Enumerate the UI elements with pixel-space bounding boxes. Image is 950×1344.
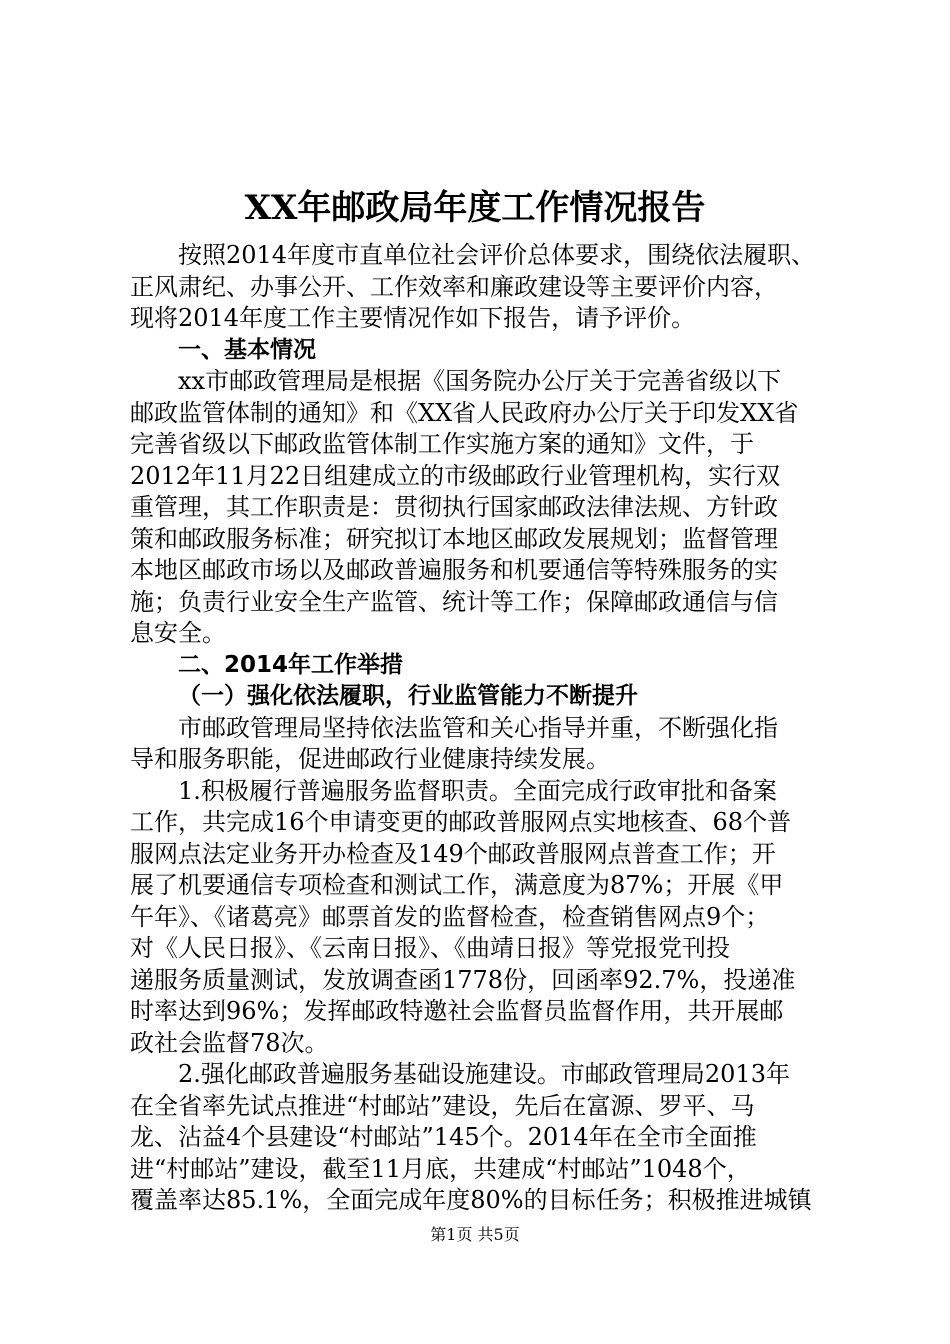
page-footer: 第1页 共5页 — [430, 1225, 520, 1244]
paragraph-line: 2012年11月22日组建成立的市级邮政行业管理机构，实行双 — [130, 461, 781, 490]
paragraph-line: 现将2014年度工作主要情况作如下报告，请予评价。 — [130, 304, 696, 332]
paragraph-line: 递服务质量测试，发放调查函1778份，回函率92.7%，投递准 — [130, 965, 796, 994]
paragraph-line: 本地区邮政市场以及邮政普遍服务和机要通信等特殊服务的实 — [130, 556, 778, 584]
paragraph-line: 对《人民日报》、《云南日报》、《曲靖日报》等党报党刊投 — [130, 934, 730, 962]
paragraph-line: 重管理，其工作职责是：贯彻执行国家邮政法律法规、方针政 — [130, 493, 778, 521]
paragraph-line: 正风肃纪、办事公开、工作效率和廉政建设等主要评价内容， — [130, 272, 778, 301]
paragraph-line: 息安全。 — [130, 619, 226, 647]
paragraph-line: 策和邮政服务标准；研究拟订本地区邮政发展规划；监督管理 — [130, 524, 778, 553]
paragraph-line: 龙、沾益4个县建设“村邮站”145个。2014年在全市全面推 — [130, 1123, 757, 1151]
paragraph-line: 工作，共完成16个申请变更的邮政普服网点实地核查、68个普 — [130, 808, 792, 836]
section-heading: 二、2014年工作举措 — [178, 651, 404, 678]
paragraph-line: 政社会监督78次。 — [130, 1028, 329, 1057]
section-heading: （一）强化依法履职，行业监管能力不断提升 — [178, 683, 638, 709]
paragraph-line: 覆盖率达85.1%，全面完成年度80%的目标任务；积极推进城镇 — [130, 1186, 812, 1214]
document-body — [130, 240, 830, 1217]
section-heading: 一、基本情况 — [178, 336, 316, 363]
paragraph-line: 2.强化邮政普遍服务基础设施建设。市邮政管理局2013年 — [178, 1060, 790, 1088]
paragraph-line: 时率达到96%；发挥邮政特邀社会监督员监督作用，共开展邮 — [130, 997, 784, 1025]
paragraph-line: 按照2014年度市直单位社会评价总体要求，围绕依法履职、 — [178, 241, 816, 269]
document-title: XX年邮政局年度工作情况报告 — [244, 188, 706, 228]
paragraph-line: xx市邮政管理局是根据《国务院办公厅关于完善省级以下 — [178, 367, 782, 395]
paragraph-line: 午年》、《诸葛亮》邮票首发的监督检查，检查销售网点9个； — [130, 902, 770, 931]
paragraph-line: 进“村邮站”建设，截至11月底，共建成“村邮站”1048个， — [130, 1154, 751, 1183]
paragraph-line: 邮政监管体制的通知》和《XX省人民政府办公厅关于印发XX省 — [130, 398, 799, 427]
paragraph-line: 在全省率先试点推进“村邮站”建设，先后在富源、罗平、马 — [130, 1091, 755, 1120]
paragraph-line: 展了机要通信专项检查和测试工作，满意度为87%；开展《甲 — [130, 871, 784, 899]
paragraph-line: 完善省级以下邮政监管体制工作实施方案的通知》文件，于 — [130, 430, 754, 458]
paragraph-line: 施；负责行业安全生产监管、统计等工作；保障邮政通信与信 — [130, 587, 778, 616]
paragraph-line: 1.积极履行普遍服务监督职责。全面完成行政审批和备案 — [178, 776, 777, 805]
paragraph-line: 导和服务职能，促进邮政行业健康持续发展。 — [130, 745, 610, 773]
paragraph-line: 市邮政管理局坚持依法监管和关心指导并重，不断强化指 — [178, 713, 778, 742]
paragraph-line: 服网点法定业务开办检查及149个邮政普服网点普查工作；开 — [130, 839, 776, 868]
